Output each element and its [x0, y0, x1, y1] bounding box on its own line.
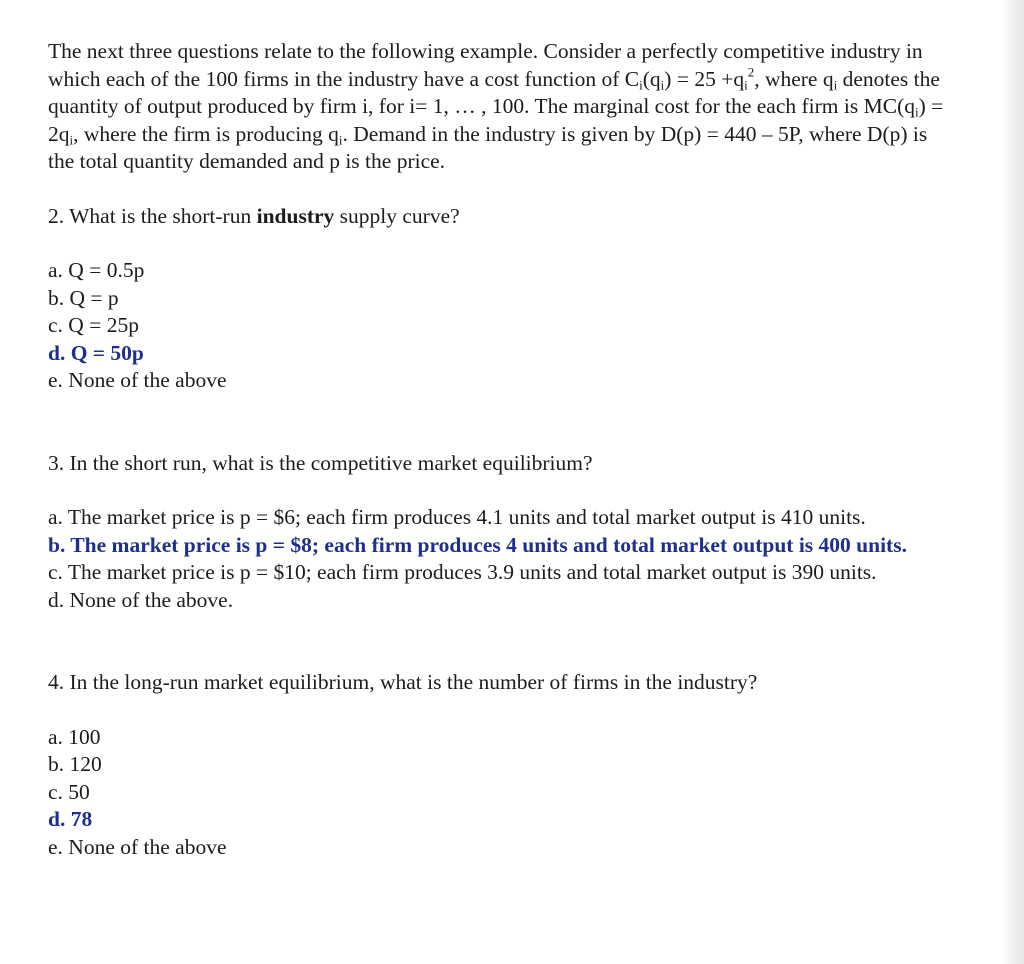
question-2-text: 2. What is the short-run industry supply curve? — [48, 203, 460, 228]
intro-paragraph — [48, 38, 948, 176]
subscript: i — [338, 132, 343, 148]
option-d-correct-answer: d. 78 — [48, 807, 93, 831]
question-4-options — [48, 724, 948, 862]
question-3-text: 3. In the short run, what is the competitive market equilibrium? — [48, 450, 593, 475]
option-a: a. 100 — [48, 724, 101, 749]
intro-text: ) = 2q — [48, 94, 944, 146]
option-c: c. The market price is p = $10; each firm produces 3.9 units and total market output is 390 units. — [48, 560, 877, 584]
option-c: c. Q = 25p — [48, 313, 139, 337]
intro-text: The next three questions relate to the following example. Consider a perfectly competitive industry in which each of the 100 firms in the industry have a cost function of C — [48, 39, 923, 91]
document-body — [48, 38, 948, 861]
intro-text: ) = 25 +q — [664, 66, 745, 91]
option-a: a. The market price is p = $6; each firm produces 4.1 units and total market output is 410 units. — [48, 505, 866, 529]
question-4 — [48, 669, 948, 861]
option-e: e. None of the above — [48, 368, 227, 392]
option-d-correct-answer: d. Q = 50p — [48, 340, 144, 365]
subscript: i — [660, 77, 665, 93]
intro-text: , where q — [754, 66, 834, 91]
option-b: b. Q = p — [48, 285, 119, 310]
intro-text: , where the firm is producing q — [73, 121, 339, 146]
subscript: i — [69, 132, 74, 148]
subscript: i — [744, 77, 748, 93]
option-e: e. None of the above — [48, 834, 227, 859]
question-3-options — [48, 504, 943, 614]
question-2 — [48, 203, 948, 395]
option-b: b. 120 — [48, 752, 102, 776]
question-4-text: 4. In the long-run market equilibrium, what is the number of firms in the industry? — [48, 670, 758, 694]
superscript: 2 — [747, 63, 755, 79]
intro-text: denotes the quantity of output produced by firm i, for i= 1, … , 100. The marginal cost for the each firm is MC(q — [48, 66, 940, 118]
intro-text: . Demand in the industry is given by D(p) = 440 – 5P, where D(p) is the total quantity demanded and p is the price. — [48, 121, 928, 173]
window-edge-shadow — [1002, 0, 1024, 964]
option-a: a. Q = 0.5p — [48, 258, 145, 282]
option-b-correct-answer: b. The market price is p = $8; each firm produces 4 units and total market output is 400 units. — [48, 532, 907, 557]
option-d: d. None of the above. — [48, 587, 234, 612]
question-2-options — [48, 257, 948, 395]
question-3 — [48, 450, 948, 615]
subscript: i — [833, 77, 838, 93]
option-c: c. 50 — [48, 779, 90, 804]
subscript: i — [639, 77, 643, 93]
intro-text: (q — [642, 66, 661, 91]
subscript: i — [914, 104, 919, 120]
